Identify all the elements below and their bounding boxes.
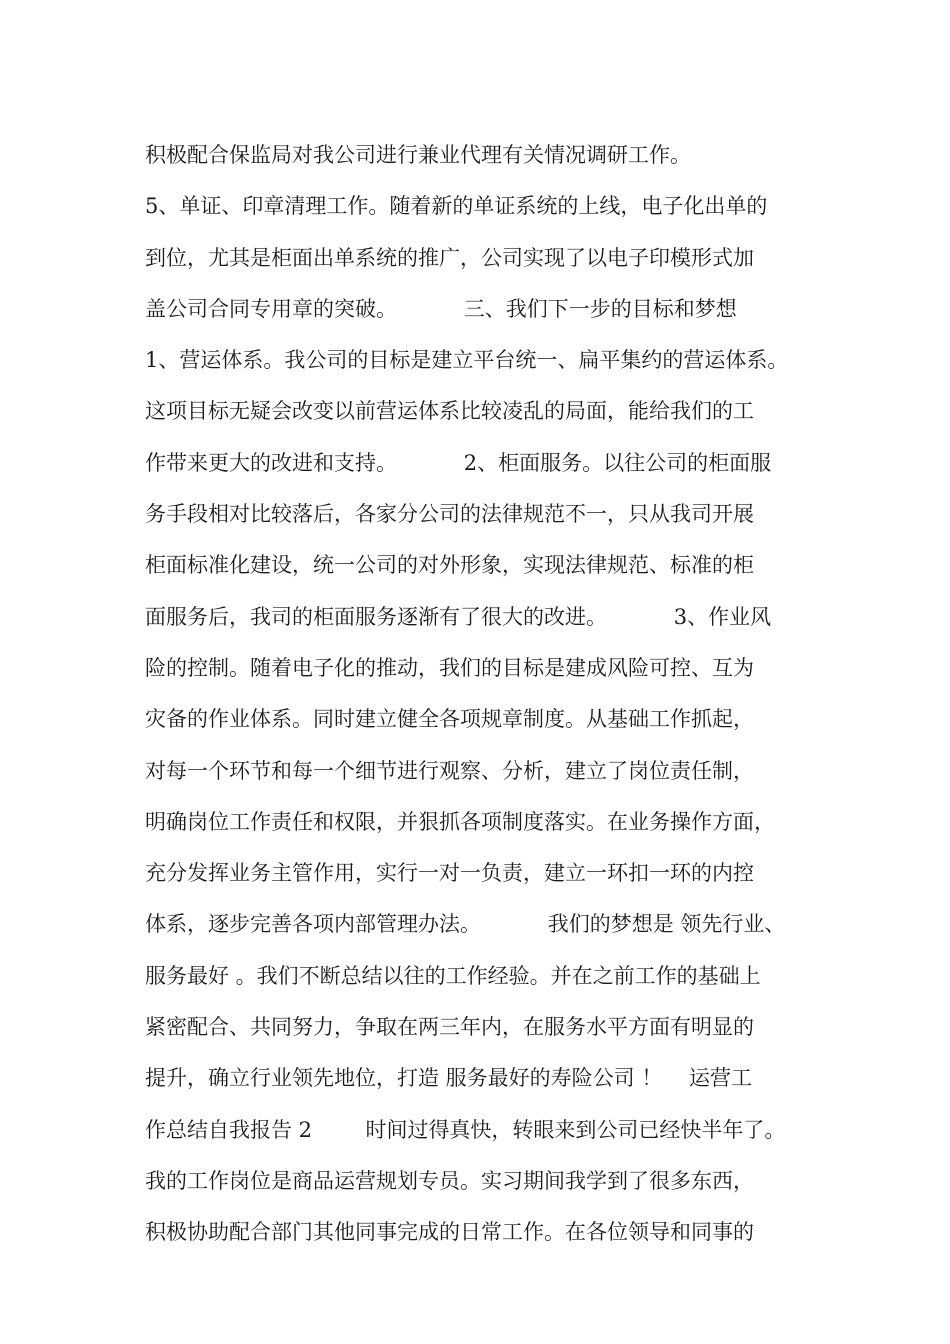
text-line: 充分发挥业务主管作用，实行一对一负责，建立一环扣一环的内控 — [145, 861, 754, 886]
text-line: 务手段相对比较落后，各家分公司的法律规范不一，只从我司开展 — [145, 502, 754, 527]
text-line: 体系，逐步完善各项内部管理办法。 我们的梦想是 领先行业、 — [145, 912, 786, 937]
text-line: 险的控制。随着电子化的推动，我们的目标是建成风险可控、互为 — [145, 655, 754, 680]
body-text — [145, 130, 825, 1259]
text-line: 这项目标无疑会改变以前营运体系比较凌乱的局面，能给我们的工 — [145, 399, 754, 424]
text-line: 灾备的作业体系。同时建立健全各项规章制度。从基础工作抓起， — [145, 707, 754, 732]
text-line: 5、单证、印章清理工作。随着新的单证系统的上线，电子化出单的 — [145, 194, 768, 219]
text-line: 明确岗位工作责任和权限，并狠抓各项制度落实。在业务操作方面， — [145, 809, 775, 834]
text-line: 作总结自我报告 2 时间过得真快，转眼来到公司已经快半年了。 — [145, 1117, 786, 1142]
text-line: 对每一个环节和每一个细节进行观察、分析，建立了岗位责任制， — [145, 758, 754, 783]
text-line: 服务最好 。我们不断总结以往的工作经验。并在之前工作的基础上 — [145, 963, 761, 988]
text-line: 到位，尤其是柜面出单系统的推广，公司实现了以电子印模形式加 — [145, 245, 754, 270]
text-line: 柜面标准化建设，统一公司的对外形象，实现法律规范、标准的柜 — [145, 553, 754, 578]
text-line: 作带来更大的改进和支持。 2、柜面服务。以往公司的柜面服 — [145, 450, 772, 475]
text-line: 积极协助配合部门其他同事完成的日常工作。在各位领导和同事的 — [145, 1220, 754, 1245]
text-line: 积极配合保监局对我公司进行兼业代理有关情况调研工作。 — [145, 143, 691, 167]
text-line: 提升，确立行业领先地位，打造 服务最好的寿险公司 ！ 运营工 — [145, 1066, 753, 1091]
text-line: 面服务后，我司的柜面服务逐渐有了很大的改进。 3、作业风 — [145, 604, 772, 629]
text-line: 1、营运体系。我公司的目标是建立平台统一、扁平集约的营运体系。 — [145, 348, 789, 373]
text-line: 紧密配合、共同努力，争取在两三年内，在服务水平方面有明显的 — [145, 1015, 754, 1040]
text-line: 我的工作岗位是商品运营规划专员。实习期间我学到了很多东西， — [145, 1168, 754, 1193]
text-line: 盖公司合同专用章的突破。 三、我们下一步的目标和梦想 — [145, 296, 737, 321]
